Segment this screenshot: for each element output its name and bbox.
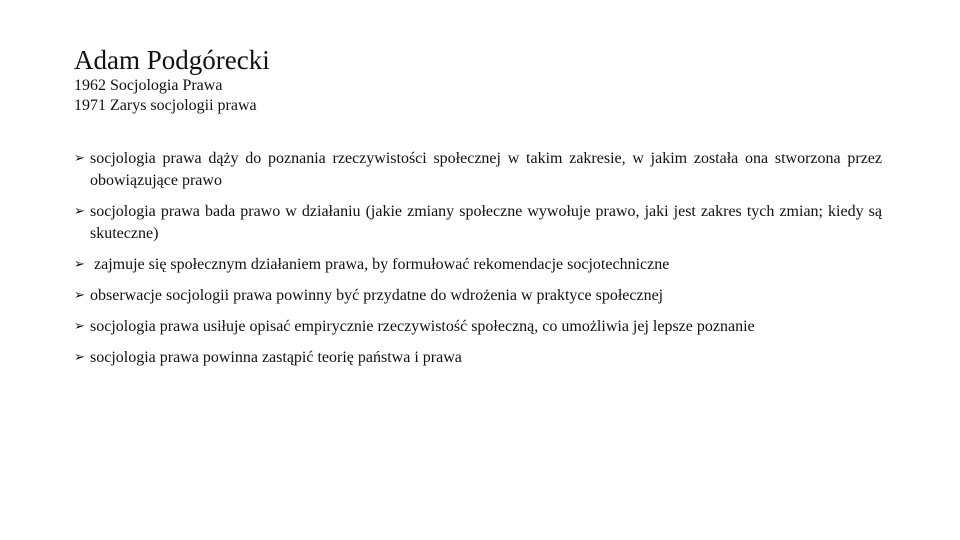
arrow-bullet-icon: ➢ (74, 151, 85, 166)
arrow-bullet-icon: ➢ (74, 288, 85, 303)
bullet-text: socjologia prawa powinna zastąpić teorię państwa i prawa (90, 349, 462, 366)
arrow-bullet-icon: ➢ (74, 350, 85, 365)
subtitle-line-1: 1962 Socjologia Prawa (74, 77, 223, 94)
bullet-item (74, 254, 882, 276)
bullet-text: socjologia prawa bada prawo w działaniu (jakie zmiany społeczne wywołuje prawo, jaki jest zakres tych zmian; kiedy są skuteczne) (90, 203, 882, 242)
bullet-item (74, 201, 882, 245)
bullet-text: obserwacje socjologii prawa powinny być przydatne do wdrożenia w praktyce społecznej (90, 287, 664, 304)
bullet-item (74, 316, 882, 338)
bullet-text: socjologia prawa usiłuje opisać empirycznie rzeczywistość społeczną, co umożliwia jej lepsze poznanie (90, 318, 755, 335)
bullet-text: socjologia prawa dąży do poznania rzeczywistości społecznej w takim zakresie, w jakim została ona stworzona przez obowiązujące prawo (90, 150, 882, 189)
arrow-bullet-icon: ➢ (74, 257, 85, 272)
arrow-bullet-icon: ➢ (74, 204, 85, 219)
bullet-item (74, 285, 882, 307)
bullet-text: zajmuje się społecznym działaniem prawa, by formułować rekomendacje socjotechniczne (90, 256, 670, 273)
bullet-item (74, 347, 882, 369)
arrow-bullet-icon: ➢ (74, 319, 85, 334)
subtitle-line-2: 1971 Zarys socjologii prawa (74, 97, 257, 114)
bullet-list (74, 148, 882, 378)
bullet-item (74, 148, 882, 192)
slide-title: Adam Podgórecki (74, 45, 270, 75)
